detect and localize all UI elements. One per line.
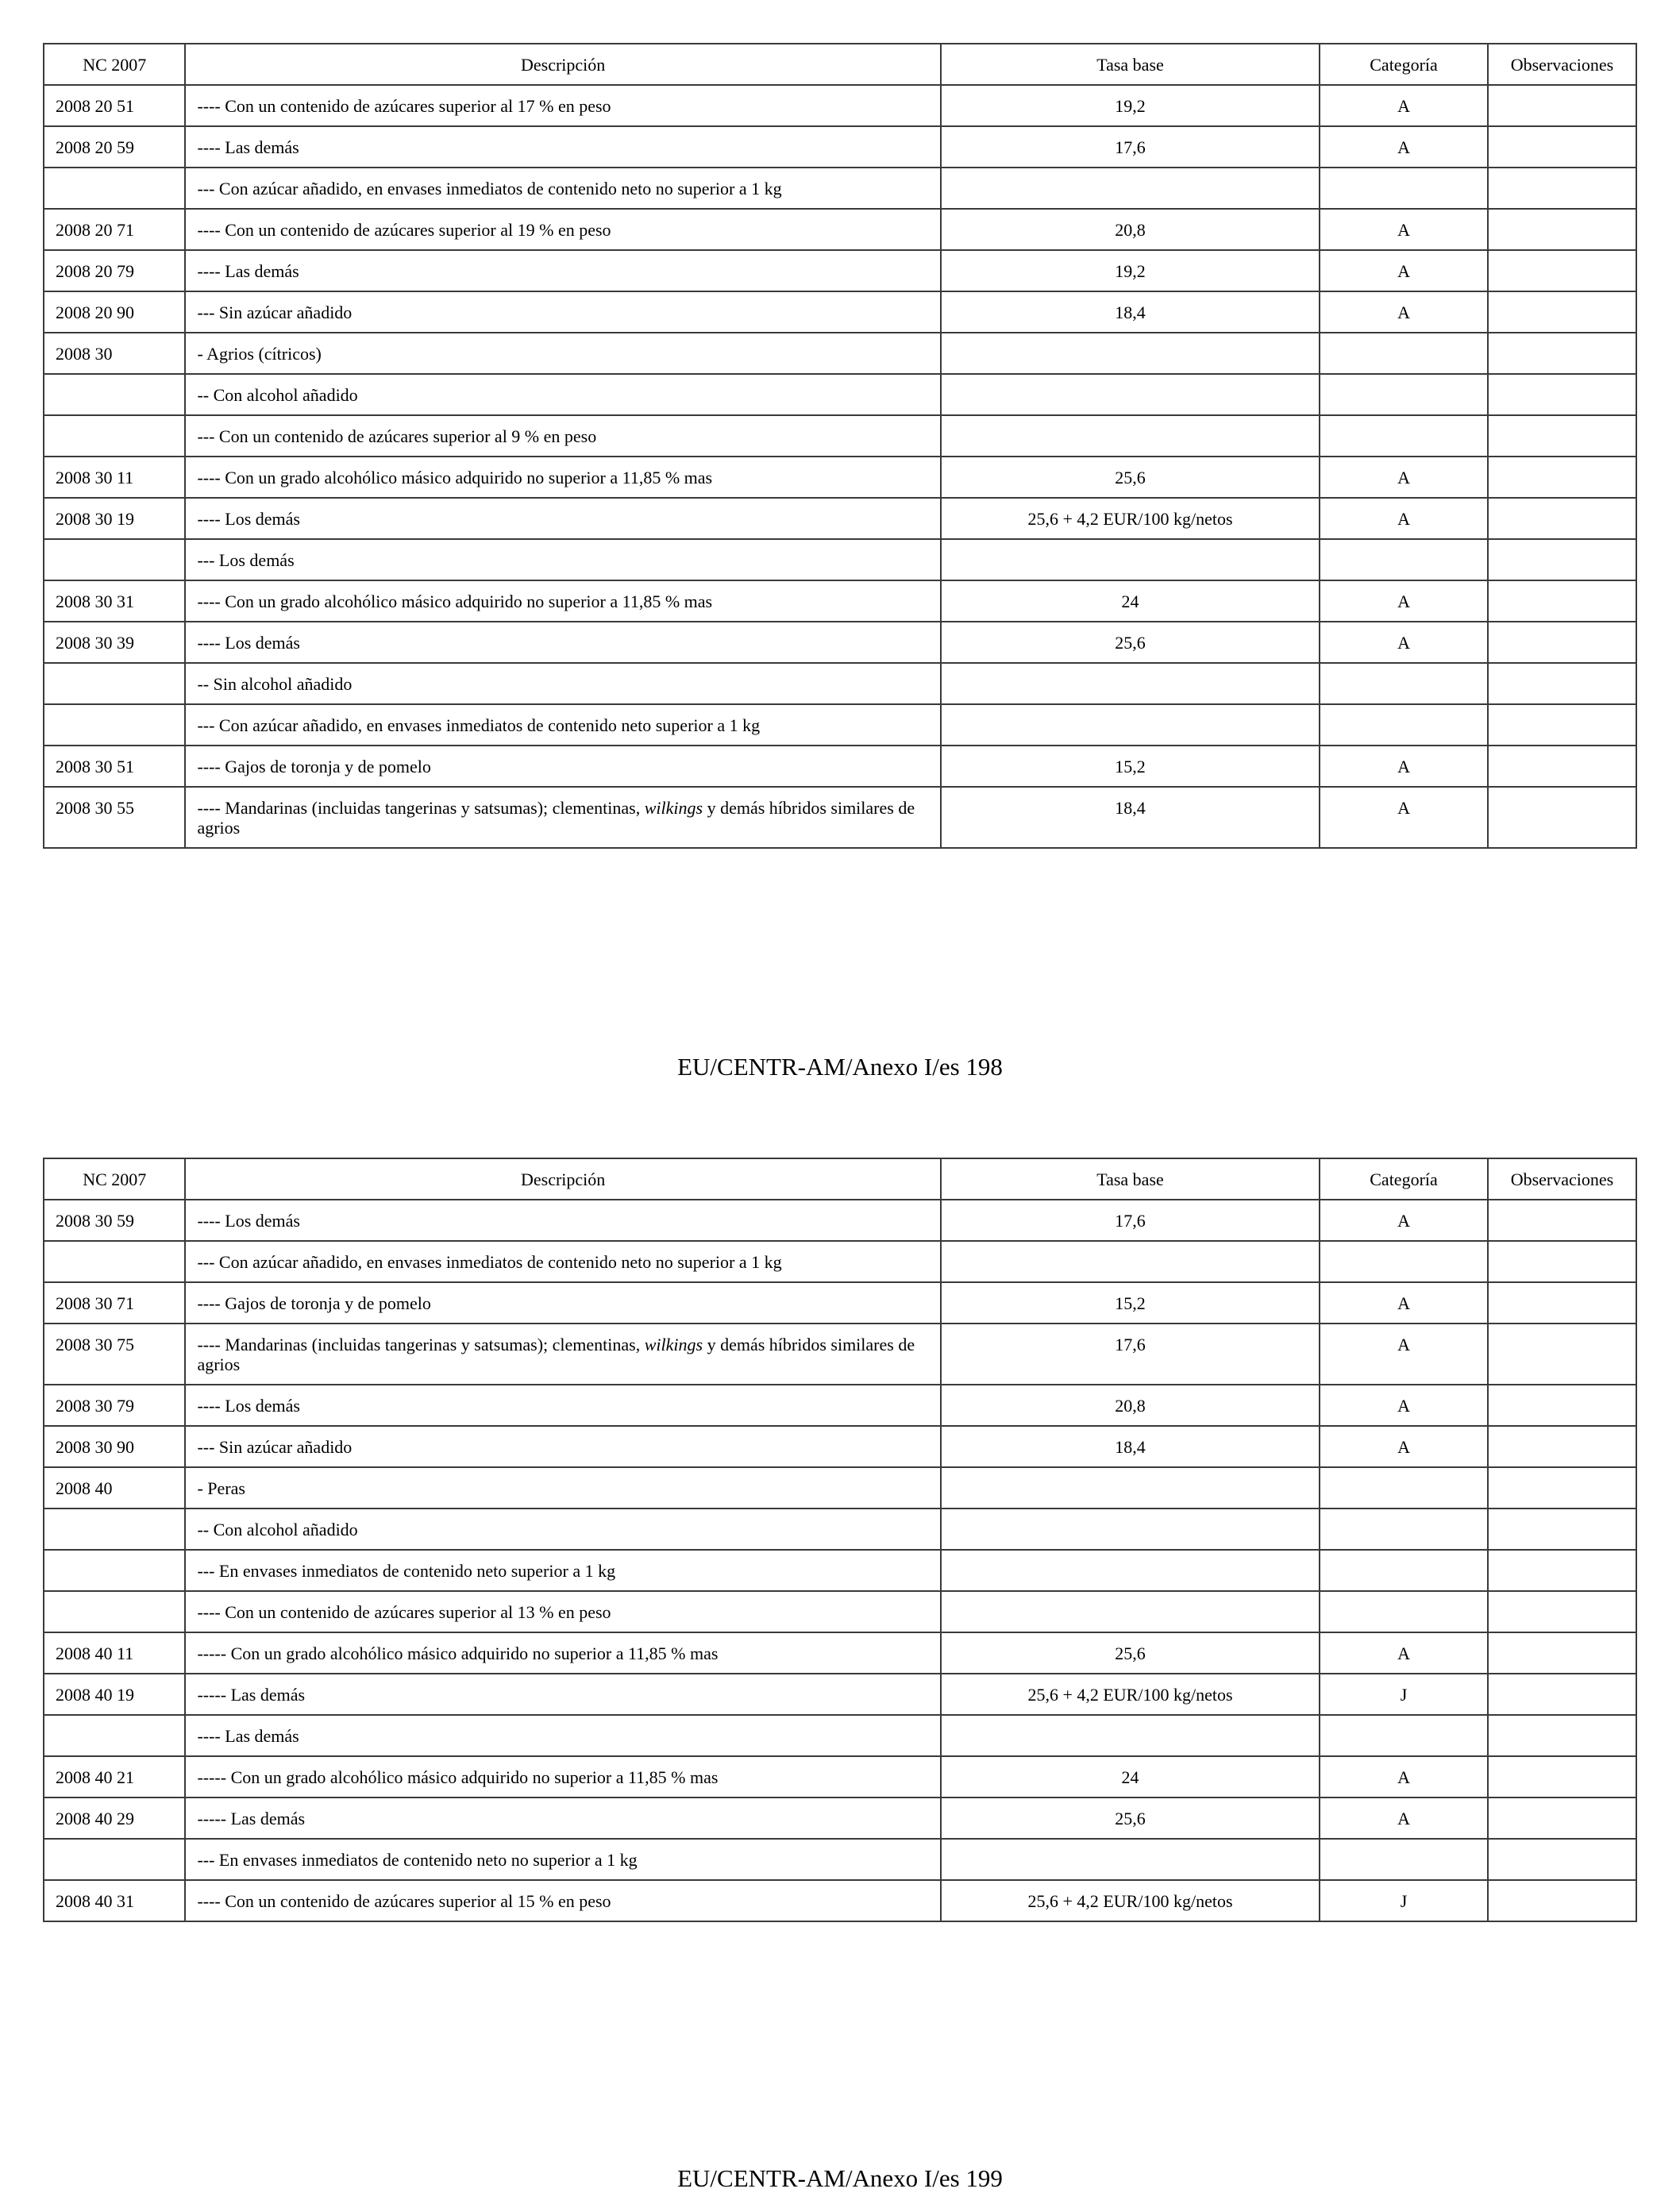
category-cell xyxy=(1320,1241,1488,1282)
observations-cell xyxy=(1488,1509,1636,1550)
table-row xyxy=(44,1756,1636,1797)
header-row xyxy=(44,44,1636,85)
description-italic-term: wilkings xyxy=(644,1335,703,1354)
header-base-rate: Tasa base xyxy=(941,1158,1320,1200)
observations-cell xyxy=(1488,498,1636,539)
description-cell: ---- Los demás xyxy=(185,622,940,663)
category-cell: A xyxy=(1320,291,1488,333)
description-cell: -- Con alcohol añadido xyxy=(185,1509,940,1550)
description-cell: ----- Con un grado alcohólico másico adquirido no superior a 11,85 % mas xyxy=(185,1632,940,1674)
base-rate-cell xyxy=(941,1241,1320,1282)
nc-code-cell: 2008 30 xyxy=(44,333,185,374)
table-row xyxy=(44,209,1636,250)
table-row xyxy=(44,1241,1636,1282)
base-rate-cell xyxy=(941,539,1320,580)
base-rate-cell: 24 xyxy=(941,580,1320,622)
nc-code-cell: 2008 40 29 xyxy=(44,1797,185,1839)
table-row xyxy=(44,1282,1636,1324)
table-row xyxy=(44,168,1636,209)
header-description: Descripción xyxy=(185,44,940,85)
observations-cell xyxy=(1488,1632,1636,1674)
category-cell xyxy=(1320,1591,1488,1632)
nc-code-cell: 2008 30 59 xyxy=(44,1200,185,1241)
observations-cell xyxy=(1488,1241,1636,1282)
base-rate-cell: 25,6 xyxy=(941,622,1320,663)
table-row xyxy=(44,374,1636,415)
category-cell xyxy=(1320,704,1488,746)
category-cell: A xyxy=(1320,498,1488,539)
base-rate-cell xyxy=(941,663,1320,704)
observations-cell xyxy=(1488,1467,1636,1509)
description-cell: ---- Gajos de toronja y de pomelo xyxy=(185,1282,940,1324)
base-rate-cell: 19,2 xyxy=(941,250,1320,291)
description-cell: --- Con azúcar añadido, en envases inmediatos de contenido neto no superior a 1 kg xyxy=(185,168,940,209)
table-row xyxy=(44,1550,1636,1591)
base-rate-cell: 15,2 xyxy=(941,746,1320,787)
base-rate-cell xyxy=(941,1591,1320,1632)
description-cell: -- Sin alcohol añadido xyxy=(185,663,940,704)
observations-cell xyxy=(1488,415,1636,457)
table-row xyxy=(44,1632,1636,1674)
base-rate-cell: 18,4 xyxy=(941,1426,1320,1467)
nc-code-cell: 2008 40 xyxy=(44,1467,185,1509)
description-cell: ---- Con un contenido de azúcares superior al 15 % en peso xyxy=(185,1880,940,1921)
description-cell: - Agrios (cítricos) xyxy=(185,333,940,374)
base-rate-cell: 18,4 xyxy=(941,787,1320,848)
header-observations: Observaciones xyxy=(1488,44,1636,85)
description-cell: ---- Con un contenido de azúcares superior al 13 % en peso xyxy=(185,1591,940,1632)
observations-cell xyxy=(1488,250,1636,291)
table-row xyxy=(44,1591,1636,1632)
category-cell: A xyxy=(1320,1797,1488,1839)
description-cell: ---- Con un contenido de azúcares superior al 17 % en peso xyxy=(185,85,940,126)
observations-cell xyxy=(1488,1385,1636,1426)
page-footer: EU/CENTR-AM/Anexo I/es 199 xyxy=(677,2164,1003,2192)
description-text: ---- Mandarinas (incluidas tangerinas y satsumas); clementinas, xyxy=(197,798,645,818)
category-cell xyxy=(1320,333,1488,374)
base-rate-cell: 18,4 xyxy=(941,291,1320,333)
nc-code-cell xyxy=(44,1550,185,1591)
nc-code-cell: 2008 30 11 xyxy=(44,457,185,498)
category-cell xyxy=(1320,539,1488,580)
description-cell: ---- Gajos de toronja y de pomelo xyxy=(185,746,940,787)
table-row xyxy=(44,1467,1636,1509)
table-row xyxy=(44,580,1636,622)
category-cell: A xyxy=(1320,1324,1488,1385)
table-row xyxy=(44,457,1636,498)
nc-code-cell xyxy=(44,1715,185,1756)
base-rate-cell: 25,6 + 4,2 EUR/100 kg/netos xyxy=(941,498,1320,539)
observations-cell xyxy=(1488,457,1636,498)
header-category: Categoría xyxy=(1320,44,1488,85)
table-row xyxy=(44,333,1636,374)
table-row xyxy=(44,1797,1636,1839)
category-cell xyxy=(1320,663,1488,704)
observations-cell xyxy=(1488,126,1636,168)
nc-code-cell xyxy=(44,1241,185,1282)
category-cell: A xyxy=(1320,126,1488,168)
category-cell: A xyxy=(1320,622,1488,663)
table-row xyxy=(44,498,1636,539)
description-cell: ---- Las demás xyxy=(185,250,940,291)
description-cell: -- Con alcohol añadido xyxy=(185,374,940,415)
description-cell: --- Sin azúcar añadido xyxy=(185,291,940,333)
description-text: y demás híbridos similares de agrios xyxy=(197,1335,915,1374)
base-rate-cell: 17,6 xyxy=(941,126,1320,168)
base-rate-cell: 25,6 + 4,2 EUR/100 kg/netos xyxy=(941,1880,1320,1921)
page-footer: EU/CENTR-AM/Anexo I/es 198 xyxy=(677,1053,1003,1081)
nc-code-cell: 2008 20 59 xyxy=(44,126,185,168)
category-cell: A xyxy=(1320,1632,1488,1674)
description-cell: --- En envases inmediatos de contenido neto no superior a 1 kg xyxy=(185,1839,940,1880)
observations-cell xyxy=(1488,1674,1636,1715)
base-rate-cell: 17,6 xyxy=(941,1324,1320,1385)
base-rate-cell: 25,6 + 4,2 EUR/100 kg/netos xyxy=(941,1674,1320,1715)
description-cell: ---- Las demás xyxy=(185,1715,940,1756)
tariff-table xyxy=(43,1158,1637,1922)
table-row xyxy=(44,1324,1636,1385)
nc-code-cell: 2008 30 55 xyxy=(44,787,185,848)
nc-code-cell xyxy=(44,704,185,746)
base-rate-cell: 17,6 xyxy=(941,1200,1320,1241)
category-cell xyxy=(1320,1509,1488,1550)
category-cell: A xyxy=(1320,209,1488,250)
observations-cell xyxy=(1488,1880,1636,1921)
nc-code-cell: 2008 40 21 xyxy=(44,1756,185,1797)
description-text: y demás híbridos similares de agrios xyxy=(197,798,915,838)
category-cell xyxy=(1320,1715,1488,1756)
observations-cell xyxy=(1488,1715,1636,1756)
table-row xyxy=(44,85,1636,126)
table-row xyxy=(44,1509,1636,1550)
observations-cell xyxy=(1488,746,1636,787)
category-cell: A xyxy=(1320,1756,1488,1797)
observations-cell xyxy=(1488,1756,1636,1797)
category-cell xyxy=(1320,1467,1488,1509)
nc-code-cell: 2008 30 71 xyxy=(44,1282,185,1324)
description-cell: ---- Los demás xyxy=(185,1200,940,1241)
nc-code-cell: 2008 30 79 xyxy=(44,1385,185,1426)
category-cell: A xyxy=(1320,250,1488,291)
nc-code-cell: 2008 30 39 xyxy=(44,622,185,663)
base-rate-cell xyxy=(941,374,1320,415)
nc-code-cell: 2008 40 11 xyxy=(44,1632,185,1674)
description-cell: ---- Con un grado alcohólico másico adquirido no superior a 11,85 % mas xyxy=(185,457,940,498)
base-rate-cell: 20,8 xyxy=(941,1385,1320,1426)
observations-cell xyxy=(1488,209,1636,250)
table-row xyxy=(44,126,1636,168)
nc-code-cell: 2008 30 19 xyxy=(44,498,185,539)
table-row xyxy=(44,1880,1636,1921)
base-rate-cell: 25,6 xyxy=(941,457,1320,498)
description-cell: ---- Los demás xyxy=(185,498,940,539)
header-nc: NC 2007 xyxy=(44,1158,185,1200)
base-rate-cell: 24 xyxy=(941,1756,1320,1797)
observations-cell xyxy=(1488,1282,1636,1324)
nc-code-cell: 2008 20 51 xyxy=(44,85,185,126)
nc-code-cell xyxy=(44,539,185,580)
table-row xyxy=(44,1200,1636,1241)
category-cell: A xyxy=(1320,1282,1488,1324)
description-cell: --- En envases inmediatos de contenido neto superior a 1 kg xyxy=(185,1550,940,1591)
description-cell: ---- Con un contenido de azúcares superior al 19 % en peso xyxy=(185,209,940,250)
page-198 xyxy=(43,43,1637,849)
nc-code-cell xyxy=(44,374,185,415)
base-rate-cell xyxy=(941,415,1320,457)
description-cell: ---- Las demás xyxy=(185,126,940,168)
base-rate-cell: 25,6 xyxy=(941,1632,1320,1674)
table-row xyxy=(44,250,1636,291)
category-cell xyxy=(1320,1839,1488,1880)
description-cell: --- Sin azúcar añadido xyxy=(185,1426,940,1467)
table-row xyxy=(44,1674,1636,1715)
nc-code-cell xyxy=(44,1509,185,1550)
observations-cell xyxy=(1488,539,1636,580)
observations-cell xyxy=(1488,622,1636,663)
description-cell xyxy=(185,787,940,848)
description-text: ---- Mandarinas (incluidas tangerinas y satsumas); clementinas, xyxy=(197,1335,645,1354)
header-description: Descripción xyxy=(185,1158,940,1200)
observations-cell xyxy=(1488,1797,1636,1839)
description-cell: ---- Con un grado alcohólico másico adquirido no superior a 11,85 % mas xyxy=(185,580,940,622)
observations-cell xyxy=(1488,85,1636,126)
description-cell: ---- Los demás xyxy=(185,1385,940,1426)
base-rate-cell xyxy=(941,704,1320,746)
tariff-table xyxy=(43,43,1637,849)
table-body xyxy=(44,85,1636,848)
nc-code-cell: 2008 20 71 xyxy=(44,209,185,250)
base-rate-cell: 15,2 xyxy=(941,1282,1320,1324)
nc-code-cell xyxy=(44,1839,185,1880)
base-rate-cell: 20,8 xyxy=(941,209,1320,250)
table-row xyxy=(44,1839,1636,1880)
nc-code-cell: 2008 30 51 xyxy=(44,746,185,787)
observations-cell xyxy=(1488,168,1636,209)
description-cell: --- Con azúcar añadido, en envases inmediatos de contenido neto superior a 1 kg xyxy=(185,704,940,746)
category-cell: A xyxy=(1320,1426,1488,1467)
header-category: Categoría xyxy=(1320,1158,1488,1200)
table-row xyxy=(44,787,1636,848)
category-cell: J xyxy=(1320,1674,1488,1715)
category-cell: A xyxy=(1320,85,1488,126)
nc-code-cell xyxy=(44,663,185,704)
nc-code-cell xyxy=(44,168,185,209)
observations-cell xyxy=(1488,291,1636,333)
observations-cell xyxy=(1488,333,1636,374)
description-cell: ----- Las demás xyxy=(185,1674,940,1715)
base-rate-cell: 19,2 xyxy=(941,85,1320,126)
description-cell xyxy=(185,1324,940,1385)
table-row xyxy=(44,622,1636,663)
category-cell xyxy=(1320,415,1488,457)
nc-code-cell xyxy=(44,415,185,457)
category-cell xyxy=(1320,374,1488,415)
header-observations: Observaciones xyxy=(1488,1158,1636,1200)
observations-cell xyxy=(1488,1839,1636,1880)
description-cell: --- Con azúcar añadido, en envases inmediatos de contenido neto no superior a 1 kg xyxy=(185,1241,940,1282)
table-row xyxy=(44,704,1636,746)
nc-code-cell: 2008 20 79 xyxy=(44,250,185,291)
category-cell: A xyxy=(1320,746,1488,787)
observations-cell xyxy=(1488,1200,1636,1241)
observations-cell xyxy=(1488,1550,1636,1591)
nc-code-cell: 2008 40 19 xyxy=(44,1674,185,1715)
nc-code-cell: 2008 30 31 xyxy=(44,580,185,622)
base-rate-cell xyxy=(941,1839,1320,1880)
category-cell: A xyxy=(1320,1200,1488,1241)
table-row xyxy=(44,415,1636,457)
nc-code-cell: 2008 40 31 xyxy=(44,1880,185,1921)
description-cell: ----- Las demás xyxy=(185,1797,940,1839)
observations-cell xyxy=(1488,663,1636,704)
table-row xyxy=(44,1385,1636,1426)
nc-code-cell: 2008 30 75 xyxy=(44,1324,185,1385)
description-cell: ----- Con un grado alcohólico másico adquirido no superior a 11,85 % mas xyxy=(185,1756,940,1797)
base-rate-cell xyxy=(941,1550,1320,1591)
observations-cell xyxy=(1488,1324,1636,1385)
base-rate-cell: 25,6 xyxy=(941,1797,1320,1839)
category-cell: A xyxy=(1320,457,1488,498)
base-rate-cell xyxy=(941,1509,1320,1550)
observations-cell xyxy=(1488,704,1636,746)
table-row xyxy=(44,1715,1636,1756)
observations-cell xyxy=(1488,1591,1636,1632)
table-row xyxy=(44,291,1636,333)
table-row xyxy=(44,539,1636,580)
category-cell: J xyxy=(1320,1880,1488,1921)
table-row xyxy=(44,1426,1636,1467)
category-cell: A xyxy=(1320,1385,1488,1426)
nc-code-cell: 2008 30 90 xyxy=(44,1426,185,1467)
observations-cell xyxy=(1488,374,1636,415)
header-base-rate: Tasa base xyxy=(941,44,1320,85)
header-nc: NC 2007 xyxy=(44,44,185,85)
table-body xyxy=(44,1200,1636,1921)
observations-cell xyxy=(1488,580,1636,622)
base-rate-cell xyxy=(941,1467,1320,1509)
nc-code-cell xyxy=(44,1591,185,1632)
header-row xyxy=(44,1158,1636,1200)
description-italic-term: wilkings xyxy=(644,798,703,818)
category-cell: A xyxy=(1320,580,1488,622)
base-rate-cell xyxy=(941,1715,1320,1756)
category-cell xyxy=(1320,1550,1488,1591)
observations-cell xyxy=(1488,1426,1636,1467)
category-cell xyxy=(1320,168,1488,209)
base-rate-cell xyxy=(941,168,1320,209)
page-199 xyxy=(43,1158,1637,1922)
table-row xyxy=(44,663,1636,704)
base-rate-cell xyxy=(941,333,1320,374)
nc-code-cell: 2008 20 90 xyxy=(44,291,185,333)
description-cell: --- Con un contenido de azúcares superior al 9 % en peso xyxy=(185,415,940,457)
observations-cell xyxy=(1488,787,1636,848)
description-cell: --- Los demás xyxy=(185,539,940,580)
description-cell: - Peras xyxy=(185,1467,940,1509)
category-cell: A xyxy=(1320,787,1488,848)
table-row xyxy=(44,746,1636,787)
